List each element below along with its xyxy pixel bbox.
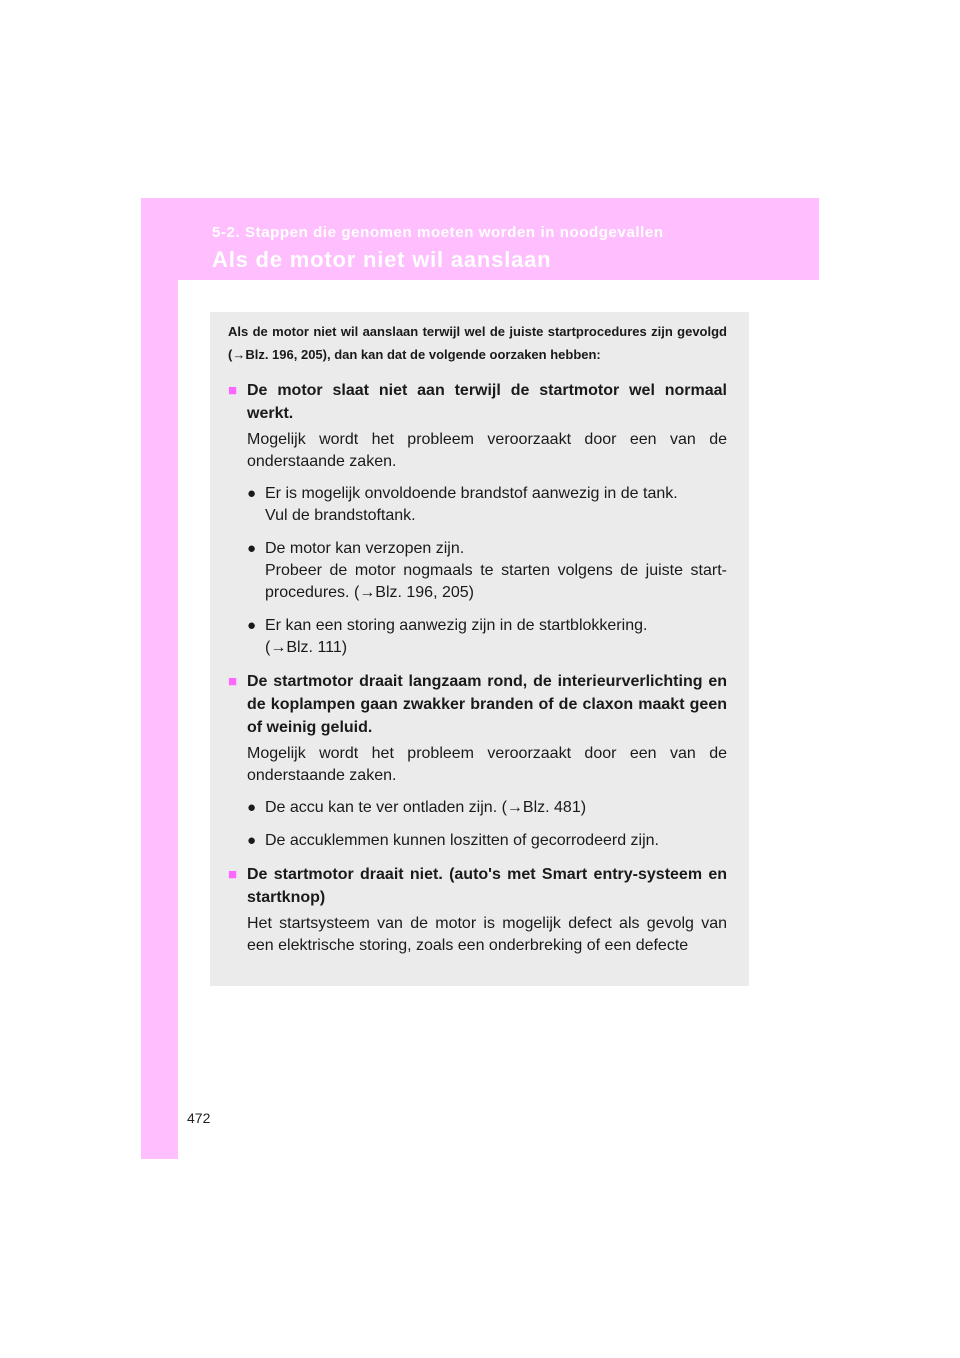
section-heading [228,863,727,909]
section-label: 5-2. Stappen die genomen moeten worden in noodgevallen [212,224,664,241]
bullet-line: De accuklemmen kunnen loszitten of gecorrodeerd zijn. [265,832,659,849]
page-number: 472 [187,1110,211,1126]
round-bullet-icon: ● [247,540,257,557]
section-heading-text: De motor slaat niet aan terwijl de startmotor wel normaal werkt. [247,382,727,422]
section-3 [228,863,727,957]
square-bullet-icon: ■ [228,382,238,399]
round-bullet-icon: ● [247,617,257,634]
list-item [247,615,727,659]
bullet-line: Vul de brandstoftank. [265,507,416,524]
section-heading [228,379,727,425]
round-bullet-icon: ● [247,485,257,502]
section-heading-text: De startmotor draait langzaam rond, de interieurverlichting en de koplampen gaan zwakker branden of de claxon maakt geen of weinig geluid. [247,673,727,736]
list-item [247,538,727,604]
round-bullet-icon: ● [247,799,257,816]
bullet-line: Er is mogelijk onvoldoende brandstof aanwezig in de tank. [265,485,678,502]
bullet-line: (→Blz. 111) [265,639,348,656]
bullet-line: De accu kan te ver ontladen zijn. (→Blz. 481) [265,799,587,816]
section-1 [228,379,727,659]
section-body: Het startsysteem van de motor is mogelijk defect als gevolg van een elektrische storing, zoals een onderbreking of een defecte [247,915,727,954]
square-bullet-icon: ■ [228,673,238,690]
list-item [247,797,727,819]
content-box [210,312,749,986]
bullet-line: De motor kan verzopen zijn. [265,540,465,557]
bullet-line: Probeer de motor nogmaals te starten volgens de juiste start-procedures. (→Blz. 196, 205) [265,562,727,601]
round-bullet-icon: ● [247,832,257,849]
section-body: Mogelijk wordt het probleem veroorzaakt door een van de onderstaande zaken. [247,745,727,784]
section-2 [228,670,727,852]
side-tab-strip [141,198,178,1159]
section-heading [228,670,727,739]
intro-paragraph: Als de motor niet wil aanslaan terwijl wel de juiste startprocedures zijn gevolgd (→Blz. 196, 205), dan kan dat de volgende oorzaken hebben: [228,324,727,362]
square-bullet-icon: ■ [228,866,238,883]
list-item [247,830,727,852]
section-body: Mogelijk wordt het probleem veroorzaakt door een van de onderstaande zaken. [247,431,727,470]
section-heading-text: De startmotor draait niet. (auto's met Smart entry-systeem en startknop) [247,866,727,906]
bullet-line: Er kan een storing aanwezig zijn in de startblokkering. [265,617,648,634]
page-title: Als de motor niet wil aanslaan [212,247,552,272]
list-item [247,483,727,527]
